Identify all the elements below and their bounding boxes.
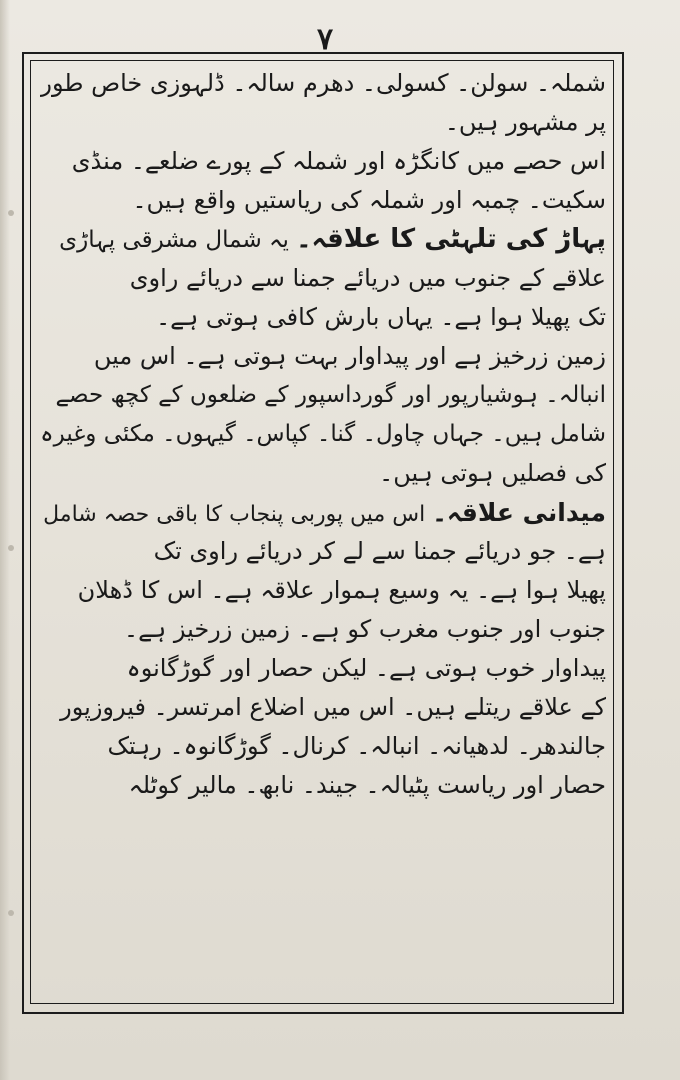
text-line <box>40 493 606 532</box>
text-line: سکیت۔ چمبہ اور شملہ کی ریاستیں واقع ہیں۔ <box>132 186 606 214</box>
text-line: پیداوار خوب ہوتی ہے۔ لیکن حصار اور گوڑگانوہ <box>126 654 606 682</box>
text-line: زمین زرخیز ہے اور پیداوار بہت ہوتی ہے۔ اس میں <box>93 342 606 370</box>
text-line: شامل ہیں۔ جہاں چاول۔ گنا۔ کپاس۔ گیہوں۔ مکئی وغیرہ <box>40 421 606 447</box>
text-line: حصار اور ریاست پٹیالہ۔ جیند۔ نابھ۔ مالیر کوٹلہ <box>128 771 606 799</box>
text-line: انبالہ۔ ہوشیارپور اور گورداسپور کے ضلعوں کے کچھ حصے <box>55 382 606 408</box>
text-line: کی فصلیں ہوتی ہیں۔ <box>379 459 606 487</box>
text-line: کے علاقے ریتلے ہیں۔ اس میں اضلاع امرتسر۔ فیروزپور <box>60 693 606 721</box>
text-line: جالندھر۔ لدھیانہ۔ انبالہ۔ کرنال۔ گوڑگانوہ۔ رہتک <box>107 732 606 760</box>
section-heading: پہاڑ کی تلہٹی کا علاقہ۔ <box>296 224 606 254</box>
text-line: پر مشہور ہیں۔ <box>444 108 606 136</box>
text-line-rest: اس میں پوربی پنجاب کا باقی حصہ شامل <box>43 502 433 527</box>
text-line: اس حصے میں کانگڑہ اور شملہ کے پورے ضلعے۔ منڈی <box>71 147 606 175</box>
binding-hole <box>8 910 14 916</box>
text-line: ہے۔ جو دریائے جمنا سے لے کر دریائے راوی تک <box>153 537 606 565</box>
section-heading: میدانی علاقہ۔ <box>432 498 606 527</box>
text-line: جنوب اور جنوب مغرب کو ہے۔ زمین زرخیز ہے۔ <box>124 615 606 643</box>
text-line: شملہ۔ سولن۔ کسولی۔ دھرم سالہ۔ ڈلہوزی خاص طور <box>40 69 606 97</box>
body-text <box>40 64 606 805</box>
text-line: تک پھیلا ہوا ہے۔ یہاں بارش کافی ہوتی ہے۔ <box>156 303 606 331</box>
page-number: ۷ <box>316 22 334 57</box>
binding-shadow <box>0 0 10 1080</box>
binding-hole <box>8 210 14 216</box>
text-line: علاقے کے جنوب میں دریائے جمنا سے دریائے راوی <box>129 264 606 292</box>
text-line: پھیلا ہوا ہے۔ یہ وسیع ہموار علاقہ ہے۔ اس کا ڈھلان <box>77 576 606 604</box>
text-line-rest: یہ شمال مشرقی پہاڑی <box>59 227 297 253</box>
binding-hole <box>8 545 14 551</box>
text-line <box>40 220 606 259</box>
